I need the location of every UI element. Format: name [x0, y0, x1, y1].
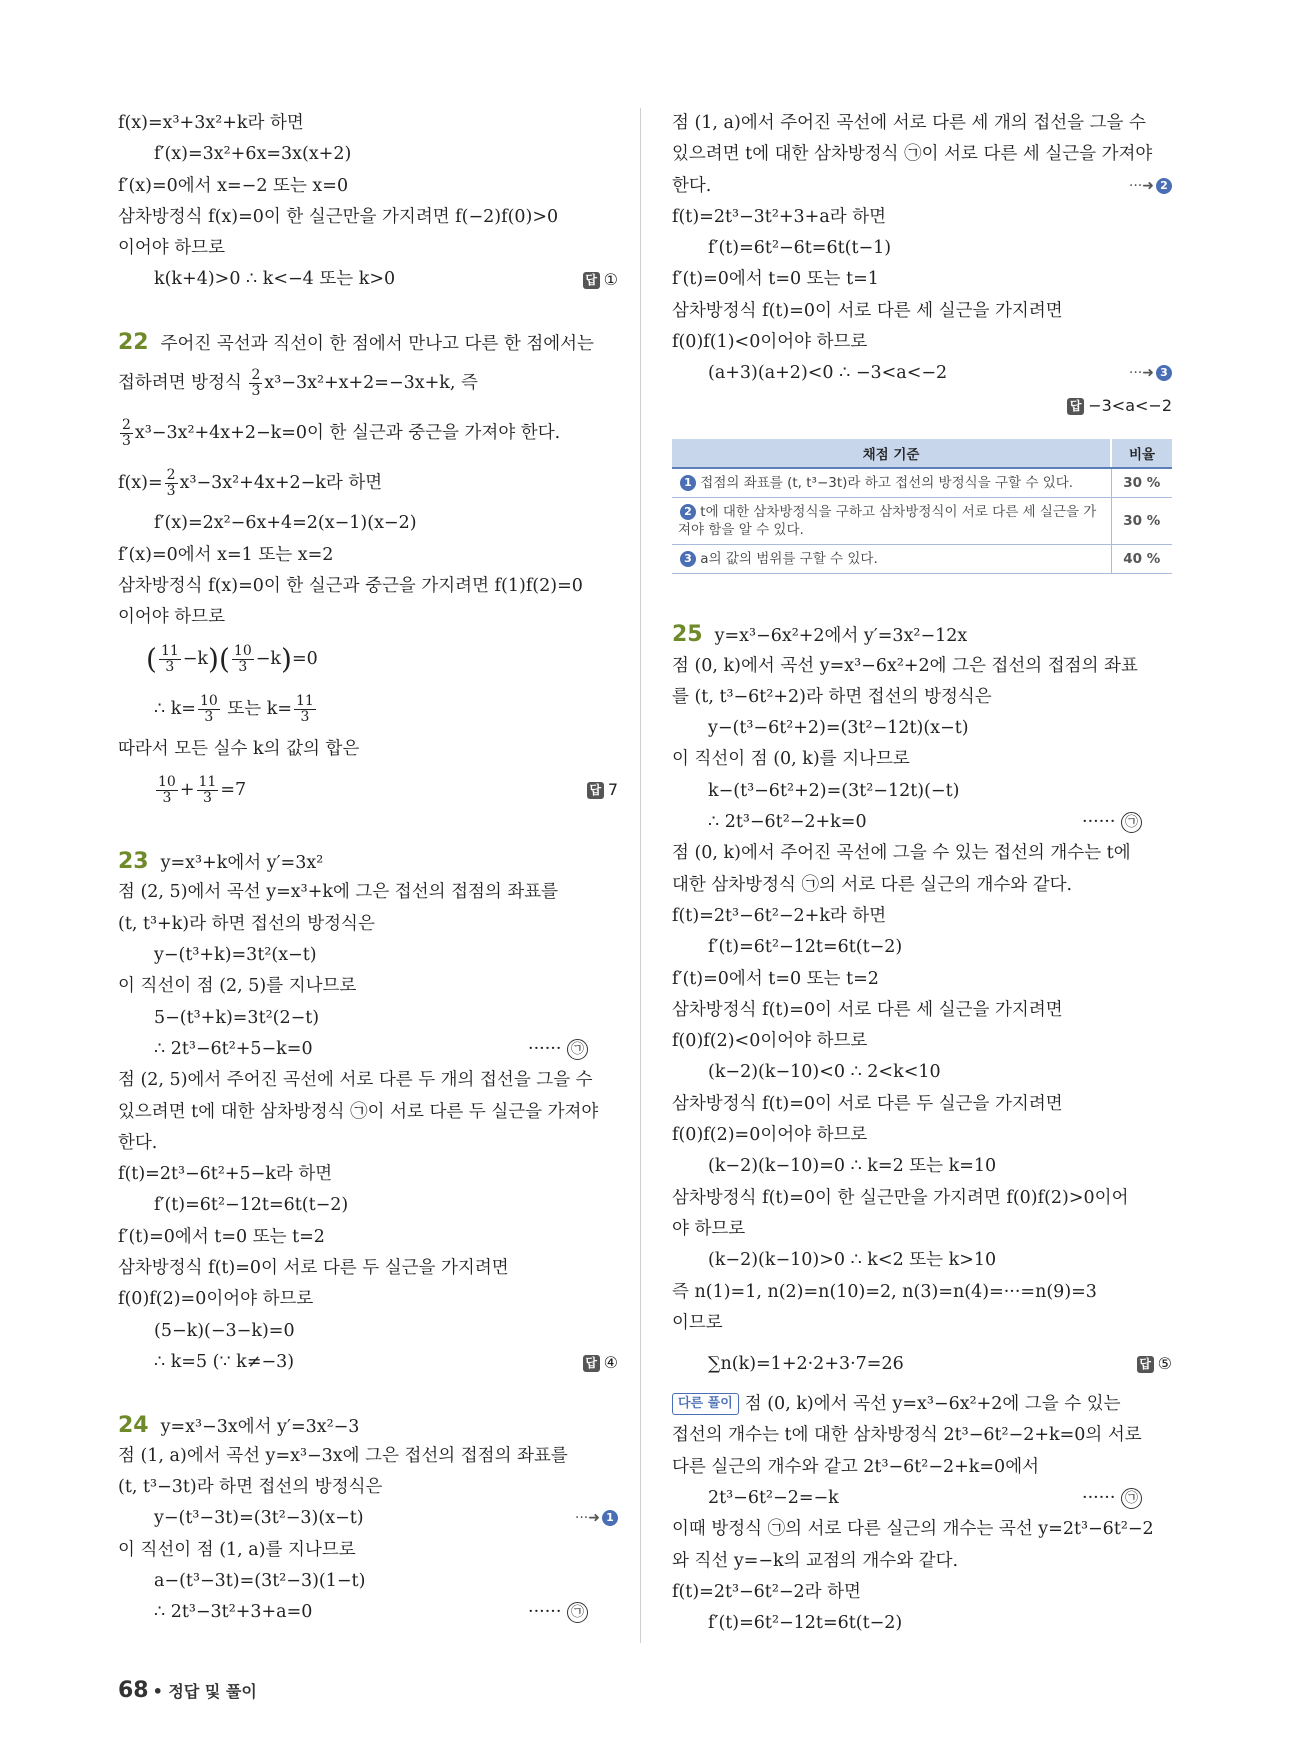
dots: ······	[528, 1602, 562, 1623]
p25-line: k−(t³−6t²+2)=(3t²−12t)(−t)	[708, 780, 960, 801]
answer-badge-icon: 답	[587, 782, 604, 799]
p22-line	[118, 684, 618, 734]
p22-text: 접하려면 방정식	[118, 373, 242, 394]
p22-text: =0	[291, 648, 318, 669]
p24-text: y=x³−3x에서 y′=3x²−3	[160, 1416, 360, 1437]
p22-text: −k	[255, 648, 282, 669]
answer-mark	[583, 1347, 618, 1378]
p23-line: y−(t³+k)=3t²(x−t)	[154, 945, 317, 966]
p25-line	[672, 619, 1172, 650]
p22-line: ( $\frac{11}{3}$ −k)( $\frac{10}{3}$ −k)=0	[146, 642, 318, 676]
fraction	[294, 694, 316, 725]
p23-line: 한다.	[118, 1132, 158, 1153]
p22-text: −k	[182, 648, 209, 669]
denominator: 3	[204, 708, 214, 725]
left-column	[118, 108, 618, 1629]
grading-header-ratio: 비율	[1111, 439, 1172, 468]
numerator: 2	[166, 467, 176, 484]
p23-line: 삼차방정식 f(t)=0이 서로 다른 두 실근을 가지려면	[118, 1258, 509, 1279]
alt-line: 와 직선 y=−k의 교점의 개수와 같다.	[672, 1550, 959, 1571]
p25-line: 를 (t, t³−6t²+2)라 하면 접선의 방정식은	[672, 686, 992, 707]
p25-line: f(t)=2t³−6t²−2+k라 하면	[672, 905, 887, 926]
p22-line	[118, 358, 618, 408]
p22-text: x³−3x²+4x+2−k라 하면	[179, 473, 383, 494]
p25-line	[672, 1339, 1172, 1389]
spacer	[672, 574, 1172, 605]
numerator: 11	[296, 692, 314, 709]
alt-solution-badge: 다른 풀이	[672, 1393, 739, 1415]
grading-ratio: 30 %	[1111, 468, 1172, 498]
p24-line: (t, t³−3t)라 하면 접선의 방정식은	[118, 1477, 383, 1498]
answer-badge-icon: 답	[583, 1355, 600, 1372]
p24-line	[118, 1410, 618, 1441]
p23-line: (t, t³+k)라 하면 접선의 방정식은	[118, 913, 375, 934]
p23-line: f′(t)=6t²−12t=6t(t−2)	[154, 1195, 349, 1216]
answer-badge-icon: 답	[1137, 1356, 1154, 1373]
grading-criteria	[672, 497, 1111, 544]
problem-number: 22	[118, 330, 149, 356]
p23-text: ∴ 2t³−6t²+5−k=0	[154, 1038, 313, 1059]
p23-line	[118, 1347, 618, 1378]
p22-line: 삼차방정식 f(x)=0이 한 실근과 중근을 가지려면 f(1)f(2)=0	[118, 575, 583, 596]
p25-line: 대한 삼차방정식 ㉠의 서로 다른 실근의 개수와 같다.	[672, 874, 1073, 895]
p24-line: 이 직선이 점 (1, a)를 지나므로	[118, 1539, 356, 1560]
fraction	[120, 418, 133, 449]
numerator: 2	[122, 417, 131, 434]
answer-mark	[1137, 1339, 1172, 1389]
problem-number: 24	[118, 1412, 149, 1438]
numerator: 10	[158, 773, 176, 790]
p25-line: 삼차방정식 f(t)=0이 한 실근만을 가지려면 f(0)f(2)>0이어	[672, 1187, 1129, 1208]
p25-line: 즉 n(1)=1, n(2)=n(10)=2, n(3)=n(4)=···=n(9)=3	[672, 1281, 1097, 1302]
p25-line: 점 (0, k)에서 주어진 곡선에 그을 수 있는 접선의 개수는 t에	[672, 843, 1131, 864]
p22-text: +	[179, 779, 195, 800]
denominator: 3	[162, 789, 172, 806]
p23-line: (5−k)(−3−k)=0	[154, 1320, 295, 1341]
grading-row	[672, 544, 1172, 573]
step-number-icon: 1	[680, 475, 696, 491]
grading-row	[672, 468, 1172, 498]
p23-line: 5−(t³+k)=3t²(2−t)	[154, 1007, 320, 1028]
p22-text: f(x)=	[118, 473, 163, 494]
p25-line: f(0)f(2)=0이어야 하므로	[672, 1125, 868, 1146]
denominator: 3	[165, 658, 175, 675]
p25-line: 야 하므로	[672, 1218, 746, 1239]
p23-line: f′(t)=0에서 t=0 또는 t=2	[118, 1226, 325, 1247]
p25-line: 삼차방정식 f(t)=0이 서로 다른 두 실근을 가지려면	[672, 1093, 1063, 1114]
p21-line: f′(x)=0에서 x=−2 또는 x=0	[118, 175, 349, 196]
numerator: 2	[251, 367, 261, 384]
p22-text: x³−3x²+4x+2−k=0이 한 실근과 중근을 가져야 한다.	[134, 423, 561, 444]
p25-line: (k−2)(k−10)=0 ∴ k=2 또는 k=10	[708, 1156, 997, 1177]
step-marker: ···➜ 3	[1129, 358, 1172, 389]
step-number-icon: 1	[602, 1510, 618, 1526]
p21-line: 삼차방정식 f(x)=0이 한 실근만을 가지려면 f(−2)f(0)>0	[118, 206, 559, 227]
summation-line: ∑n(k)=1+2·2+3·7=26	[708, 1354, 904, 1375]
alt-line	[672, 1389, 1172, 1420]
grading-table	[672, 439, 1172, 574]
criteria-text: 접점의 좌표를 (t, t³−3t)라 하고 접선의 방정식을 구할 수 있다.	[700, 474, 1074, 491]
spacer	[118, 815, 618, 846]
grading-criteria	[672, 544, 1111, 573]
denominator: 3	[202, 789, 212, 806]
p24-line: 점 (1, a)에서 곡선 y=x³−3x에 그은 접선의 접점의 좌표를	[118, 1445, 568, 1466]
p24c-line: f(t)=2t³−3t²+3+a라 하면	[672, 206, 887, 227]
p24c-text: 한다.	[672, 175, 712, 196]
p22-line: f′(x)=2x²−6x+4=2(x−1)(x−2)	[154, 513, 417, 534]
p24c-line: 점 (1, a)에서 주어진 곡선에 서로 다른 세 개의 접선을 그을 수	[672, 113, 1146, 133]
answer-badge-icon: 답	[1067, 398, 1084, 415]
p24-line	[118, 1503, 618, 1534]
p25-line: f′(t)=6t²−12t=6t(t−2)	[708, 937, 903, 958]
p21-line	[118, 264, 618, 295]
page-number: 68	[118, 1678, 149, 1703]
p23-line: f(t)=2t³−6t²+5−k라 하면	[118, 1164, 333, 1185]
footer-label: • 정답 및 풀이	[152, 1682, 257, 1701]
p24c-text: (a+3)(a+2)<0 ∴ −3<a<−2	[708, 363, 948, 384]
answer-mark	[583, 264, 618, 295]
p24c-line	[672, 171, 1172, 202]
numerator: 11	[160, 642, 179, 659]
p25-line: 이 직선이 점 (0, k)를 지나므로	[672, 749, 910, 770]
answer-value: 7	[607, 779, 618, 799]
numerator: 10	[233, 642, 252, 659]
denominator: 3	[166, 483, 176, 500]
p23-line	[118, 1034, 618, 1065]
p21-line: f′(x)=3x²+6x=3x(x+2)	[154, 144, 352, 165]
ref-mark: ㉠	[567, 1039, 588, 1060]
equation-label	[528, 1597, 588, 1628]
numerator: 11	[198, 773, 217, 790]
p22-text: 또는 k=	[227, 698, 293, 719]
fraction	[197, 775, 219, 806]
p24-text: y−(t³−3t)=(3t²−3)(x−t)	[154, 1508, 364, 1529]
step-number-icon: 2	[680, 504, 696, 520]
p22-text: x³−3x²+x+2=−3x+k, 즉	[264, 373, 478, 394]
fraction	[198, 694, 220, 725]
p25-line: 점 (0, k)에서 곡선 y=x³−6x²+2에 그은 접선의 접점의 좌표	[672, 655, 1138, 676]
problem-number: 25	[672, 622, 703, 648]
denominator: 3	[300, 708, 310, 725]
alt-line: 다른 실근의 개수와 같고 2t³−6t²−2+k=0에서	[672, 1456, 1039, 1477]
p23-text: y=x³+k에서 y′=3x²	[160, 853, 324, 874]
p21-line: f(x)=x³+3x²+k라 하면	[118, 113, 304, 133]
p23-line: 점 (2, 5)에서 주어진 곡선에 서로 다른 두 개의 접선을 그을 수	[118, 1070, 593, 1091]
alt-line: f′(t)=6t²−12t=6t(t−2)	[708, 1613, 903, 1634]
answer-mark	[587, 765, 618, 815]
p23-line: 있으려면 t에 대한 삼차방정식 ㉠이 서로 다른 두 실근을 가져야	[118, 1101, 599, 1122]
right-column	[672, 108, 1172, 1639]
step-marker: ···➜ 1	[575, 1503, 618, 1534]
grading-ratio: 40 %	[1111, 544, 1172, 573]
numerator: 10	[199, 692, 218, 709]
dots: ······	[528, 1038, 562, 1059]
p25-line: f(0)f(2)<0이어야 하므로	[672, 1031, 868, 1052]
column-divider	[640, 108, 641, 1643]
spacer	[672, 421, 1172, 439]
p22-line	[118, 408, 618, 458]
answer-value: −3<a<−2	[1088, 395, 1172, 415]
denominator: 3	[238, 658, 248, 675]
step-number-icon: 2	[1156, 178, 1172, 194]
p25-text: ∴ 2t³−6t²−2+k=0	[708, 812, 867, 833]
p22-line	[118, 327, 618, 358]
p25-line: 삼차방정식 f(t)=0이 서로 다른 세 실근을 가지려면	[672, 999, 1063, 1020]
grading-criteria	[672, 468, 1111, 498]
p23-line	[118, 846, 618, 877]
p25-line: (k−2)(k−10)>0 ∴ k<2 또는 k>10	[708, 1250, 997, 1271]
problem-number: 23	[118, 849, 149, 875]
spacer	[118, 1378, 618, 1409]
dots: ······	[1082, 812, 1116, 833]
answer-badge-icon: 답	[583, 272, 600, 289]
p25-line: 이므로	[672, 1312, 723, 1333]
ref-mark: ㉠	[1121, 1488, 1142, 1509]
fraction	[156, 775, 178, 806]
p24c-line: f′(t)=6t²−6t=6t(t−1)	[708, 238, 892, 259]
p22-text: =7	[220, 779, 247, 800]
alt-line: 이때 방정식 ㉠의 서로 다른 실근의 개수는 곡선 y=2t³−6t²−2	[672, 1519, 1154, 1540]
fraction	[165, 468, 178, 499]
denominator: 3	[122, 433, 131, 450]
ref-mark: ㉠	[1121, 812, 1142, 833]
step-marker: ···➜ 2	[1129, 171, 1172, 202]
p23-line: 이 직선이 점 (2, 5)를 지나므로	[118, 976, 357, 997]
p25-text: y=x³−6x²+2에서 y′=3x²−12x	[714, 626, 968, 647]
grading-header-criteria: 채점 기준	[672, 439, 1111, 468]
alt-line: f(t)=2t³−6t²−2라 하면	[672, 1581, 861, 1602]
page-footer	[118, 1678, 257, 1703]
dots: ······	[1082, 1487, 1116, 1508]
answer-value: ①	[603, 270, 618, 290]
p24c-line	[672, 358, 1172, 389]
p21-conclusion: k(k+4)>0 ∴ k<−4 또는 k>0	[154, 269, 396, 290]
spacer	[672, 605, 1172, 619]
p25-line: (k−2)(k−10)<0 ∴ 2<k<10	[708, 1062, 941, 1083]
alt-text: 2t³−6t²−2=−k	[708, 1487, 839, 1508]
equation-label	[1082, 807, 1142, 838]
p24c-line	[672, 390, 1172, 421]
answer-value: ⑤	[1157, 1354, 1172, 1374]
answer-mark	[1067, 390, 1172, 421]
equation-label	[528, 1034, 588, 1065]
fraction	[159, 644, 181, 675]
p23-line: 점 (2, 5)에서 곡선 y=x³+k에 그은 접선의 접점의 좌표를	[118, 882, 559, 903]
ref-mark: ㉠	[567, 1602, 588, 1623]
step-number-icon: 3	[680, 551, 696, 567]
equation-label	[1082, 1483, 1142, 1514]
alt-text: 점 (0, k)에서 곡선 y=x³−6x²+2에 그을 수 있는	[744, 1394, 1121, 1415]
grading-ratio: 30 %	[1111, 497, 1172, 544]
p22-line	[118, 765, 618, 815]
fraction	[232, 644, 254, 675]
spacer	[118, 296, 618, 327]
step-number-icon: 3	[1156, 365, 1172, 381]
p24c-line: 삼차방정식 f(t)=0이 서로 다른 세 실근을 가지려면	[672, 300, 1063, 321]
p24c-line: 있으려면 t에 대한 삼차방정식 ㉠이 서로 다른 세 실근을 가져야	[672, 144, 1153, 165]
p24c-line: f(0)f(1)<0이어야 하므로	[672, 332, 868, 353]
p22-line: 이어야 하므로	[118, 607, 225, 628]
p23-line: f(0)f(2)=0이어야 하므로	[118, 1289, 314, 1310]
denominator: 3	[251, 383, 261, 400]
p24-text: ∴ 2t³−3t²+3+a=0	[154, 1602, 313, 1623]
answer-value: ④	[603, 1352, 618, 1372]
p25-line	[672, 807, 1172, 838]
fraction	[249, 368, 262, 399]
p22-text: ∴ k=	[154, 698, 196, 719]
alt-line	[672, 1483, 1172, 1514]
criteria-text: a의 값의 범위를 구할 수 있다.	[700, 550, 878, 567]
p25-line: f′(t)=0에서 t=0 또는 t=2	[672, 968, 879, 989]
p22-line: 따라서 모든 실수 k의 값의 합은	[118, 738, 360, 759]
p21-line: 이어야 하므로	[118, 238, 225, 259]
p22-line	[118, 458, 618, 508]
alt-line: 접선의 개수는 t에 대한 삼차방정식 2t³−6t²−2+k=0의 서로	[672, 1425, 1142, 1446]
p22-text: 주어진 곡선과 직선이 한 점에서 만나고 다른 한 점에서는	[160, 334, 594, 355]
p24-line	[118, 1597, 618, 1628]
p25-line: y−(t³−6t²+2)=(3t²−12t)(x−t)	[708, 718, 969, 739]
p24-line: a−(t³−3t)=(3t²−3)(1−t)	[154, 1570, 366, 1591]
grading-row	[672, 497, 1172, 544]
p24c-line: f′(t)=0에서 t=0 또는 t=1	[672, 269, 879, 290]
criteria-text: t에 대한 삼차방정식을 구하고 삼차방정식이 서로 다른 세 실근을 가져야 함을 알 수 있다.	[678, 503, 1097, 538]
p22-line: f′(x)=0에서 x=1 또는 x=2	[118, 544, 334, 565]
p23-text: ∴ k=5 (∵ k≠−3)	[154, 1351, 295, 1372]
